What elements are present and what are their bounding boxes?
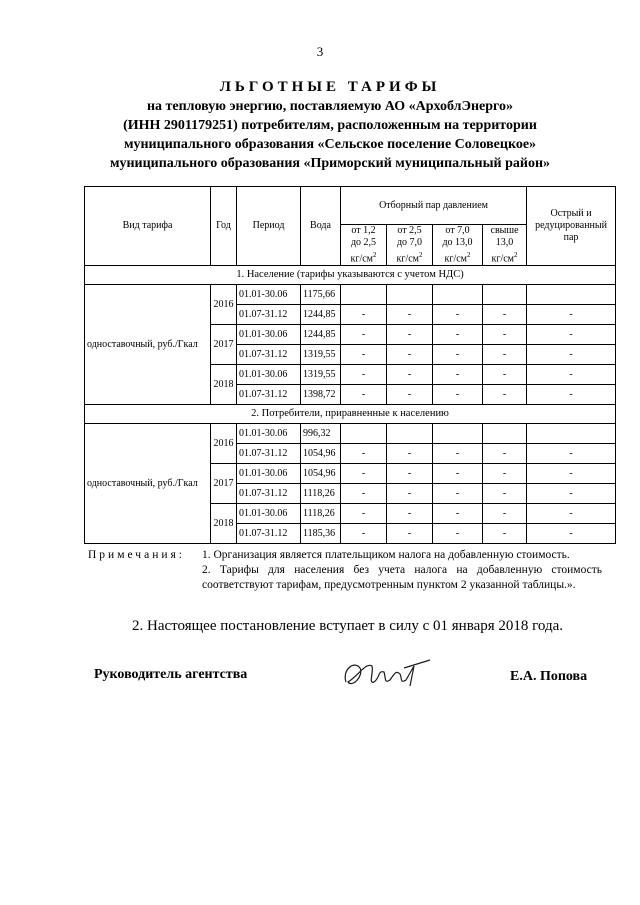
- steam-cell: -: [341, 345, 387, 365]
- steam-cell: [387, 424, 433, 444]
- period-cell: 01.01-30.06: [237, 285, 301, 305]
- sharp-steam-cell: -: [527, 464, 616, 484]
- steam-cell: -: [341, 464, 387, 484]
- header-steam-line2: до 7,0: [396, 237, 423, 248]
- steam-cell: -: [433, 524, 483, 544]
- water-cell: 1244,85: [301, 305, 341, 325]
- period-cell: 01.01-30.06: [237, 325, 301, 345]
- decree-text: 2. Настоящее постановление вступает в силу с 01 января 2018 года.: [132, 618, 564, 634]
- header-steam-unit: кг/см: [491, 253, 515, 265]
- sharp-steam-cell: -: [527, 484, 616, 504]
- header-steam-line2: до 13,0: [442, 237, 473, 248]
- period-cell: 01.01-30.06: [237, 504, 301, 524]
- steam-cell: -: [433, 504, 483, 524]
- header-steam-col: [341, 225, 387, 266]
- steam-cell: [433, 285, 483, 305]
- water-cell: 1118,26: [301, 504, 341, 524]
- table-row: [85, 424, 616, 444]
- notes-items: [202, 548, 602, 593]
- water-cell: 1319,55: [301, 345, 341, 365]
- steam-cell: -: [387, 444, 433, 464]
- header-steam-unit: кг/см: [396, 253, 419, 265]
- sharp-steam-cell: -: [527, 325, 616, 345]
- steam-cell: -: [483, 484, 527, 504]
- steam-cell: -: [433, 305, 483, 325]
- water-cell: 1244,85: [301, 325, 341, 345]
- period-cell: 01.07-31.12: [237, 385, 301, 405]
- period-cell: 01.07-31.12: [237, 345, 301, 365]
- header-steam-line1: свыше: [490, 225, 519, 236]
- title-line: на тепловую энергию, поставляемую АО «АрхоблЭнерго»: [146, 99, 514, 114]
- section-title: 2. Потребители, приравненные к населению: [85, 405, 616, 424]
- title-line: (ИНН 2901179251) потребителям, расположенным на территории: [123, 118, 537, 133]
- header-steam-sup: 2: [467, 251, 471, 259]
- tariff-type-cell: одноставочный, руб./Гкал: [85, 285, 211, 405]
- steam-cell: -: [433, 385, 483, 405]
- signer-name: Е.А. Попова: [510, 669, 588, 684]
- sharp-steam-cell: -: [527, 504, 616, 524]
- header-steam-line1: от 7,0: [445, 225, 470, 236]
- note-item: 1. Организация является плательщиком налога на добавленную стоимость.: [202, 549, 570, 561]
- note-item: 2. Тарифы для населения без учета налога на добавленную стоимость соответствуют тарифам, предусмотренным пунктом 2 указанной таблицы.».: [202, 564, 602, 591]
- steam-cell: -: [341, 524, 387, 544]
- sharp-steam-cell: -: [527, 444, 616, 464]
- title-line: муниципального образования «Сельское поселение Соловецкое»: [123, 137, 537, 152]
- steam-cell: -: [341, 325, 387, 345]
- header-steam-unit: кг/см: [350, 253, 373, 265]
- steam-cell: -: [387, 464, 433, 484]
- period-cell: 01.07-31.12: [237, 484, 301, 504]
- header-tariff-type: Вид тарифа: [85, 187, 211, 266]
- header-steam-sup: 2: [514, 251, 518, 259]
- sharp-steam-cell: -: [527, 365, 616, 385]
- water-cell: 1398,72: [301, 385, 341, 405]
- steam-cell: -: [387, 305, 433, 325]
- steam-cell: -: [387, 345, 433, 365]
- header-row: [85, 187, 616, 225]
- section-row: [85, 266, 616, 285]
- steam-cell: -: [483, 524, 527, 544]
- header-steam-line2: до 2,5: [350, 237, 377, 248]
- header-year: Год: [211, 187, 237, 266]
- water-cell: 1054,96: [301, 444, 341, 464]
- period-cell: 01.07-31.12: [237, 305, 301, 325]
- header-steam-group: Отборный пар давлением: [341, 187, 527, 225]
- header-steam-unit: кг/см: [444, 253, 467, 265]
- table-row: [85, 285, 616, 305]
- header-steam-line1: от 2,5: [397, 225, 422, 236]
- steam-cell: -: [483, 385, 527, 405]
- water-cell: 1319,55: [301, 365, 341, 385]
- steam-cell: -: [433, 444, 483, 464]
- signer-position: Руководитель агентства: [94, 667, 248, 682]
- steam-cell: -: [387, 365, 433, 385]
- steam-cell: -: [341, 504, 387, 524]
- period-cell: 01.07-31.12: [237, 524, 301, 544]
- steam-cell: -: [433, 484, 483, 504]
- steam-cell: -: [483, 305, 527, 325]
- steam-cell: [341, 285, 387, 305]
- header-steam-line1: от 1,2: [351, 225, 376, 236]
- steam-cell: -: [433, 365, 483, 385]
- steam-cell: [483, 285, 527, 305]
- steam-cell: -: [387, 524, 433, 544]
- section-title: 1. Население (тарифы указываются с учетом НДС): [85, 266, 616, 285]
- tariff-table: [84, 186, 616, 544]
- header-steam-col: [483, 225, 527, 266]
- steam-cell: [433, 424, 483, 444]
- signature-image: [340, 648, 440, 703]
- tariff-type-cell: одноставочный, руб./Гкал: [85, 424, 211, 544]
- steam-cell: -: [483, 365, 527, 385]
- steam-cell: -: [483, 464, 527, 484]
- header-water: Вода: [301, 187, 341, 266]
- title-line: муниципального образования «Приморский муниципальный район»: [109, 156, 551, 171]
- steam-cell: -: [387, 484, 433, 504]
- steam-cell: -: [433, 325, 483, 345]
- period-cell: 01.01-30.06: [237, 464, 301, 484]
- period-cell: 01.01-30.06: [237, 424, 301, 444]
- water-cell: 1118,26: [301, 484, 341, 504]
- sharp-steam-cell: [527, 285, 616, 305]
- steam-cell: -: [387, 504, 433, 524]
- water-cell: 1175,66: [301, 285, 341, 305]
- steam-cell: -: [341, 484, 387, 504]
- period-cell: 01.07-31.12: [237, 444, 301, 464]
- steam-cell: -: [341, 444, 387, 464]
- header-steam-sup: 2: [373, 251, 377, 259]
- steam-cell: -: [387, 325, 433, 345]
- period-cell: 01.01-30.06: [237, 365, 301, 385]
- page-number: 3: [316, 44, 324, 59]
- steam-cell: -: [483, 504, 527, 524]
- sharp-steam-cell: -: [527, 524, 616, 544]
- header-steam-line2: 13,0: [495, 237, 514, 248]
- year-cell: 2016: [211, 424, 237, 464]
- year-cell: 2018: [211, 365, 237, 405]
- steam-cell: -: [433, 464, 483, 484]
- steam-cell: -: [483, 345, 527, 365]
- title-block: [70, 78, 590, 173]
- steam-cell: -: [341, 305, 387, 325]
- header-period: Период: [237, 187, 301, 266]
- steam-cell: -: [341, 365, 387, 385]
- header-steam-col: [433, 225, 483, 266]
- water-cell: 1185,36: [301, 524, 341, 544]
- sharp-steam-cell: -: [527, 385, 616, 405]
- steam-cell: [483, 424, 527, 444]
- section-row: [85, 405, 616, 424]
- title-main: ЛЬГОТНЫЕ ТАРИФЫ: [219, 79, 441, 95]
- water-cell: 996,32: [301, 424, 341, 444]
- steam-cell: [387, 285, 433, 305]
- header-steam-sup: 2: [419, 251, 423, 259]
- steam-cell: -: [483, 444, 527, 464]
- water-cell: 1054,96: [301, 464, 341, 484]
- year-cell: 2016: [211, 285, 237, 325]
- year-cell: 2017: [211, 325, 237, 365]
- header-sharp-steam: Острый и редуцированный пар: [527, 187, 616, 266]
- header-steam-col: [387, 225, 433, 266]
- sharp-steam-cell: -: [527, 305, 616, 325]
- notes-label: Примечания:: [88, 549, 185, 561]
- steam-cell: -: [387, 385, 433, 405]
- sharp-steam-cell: [527, 424, 616, 444]
- steam-cell: -: [483, 325, 527, 345]
- year-cell: 2017: [211, 464, 237, 504]
- sharp-steam-cell: -: [527, 345, 616, 365]
- year-cell: 2018: [211, 504, 237, 544]
- steam-cell: [341, 424, 387, 444]
- steam-cell: -: [433, 345, 483, 365]
- steam-cell: -: [341, 385, 387, 405]
